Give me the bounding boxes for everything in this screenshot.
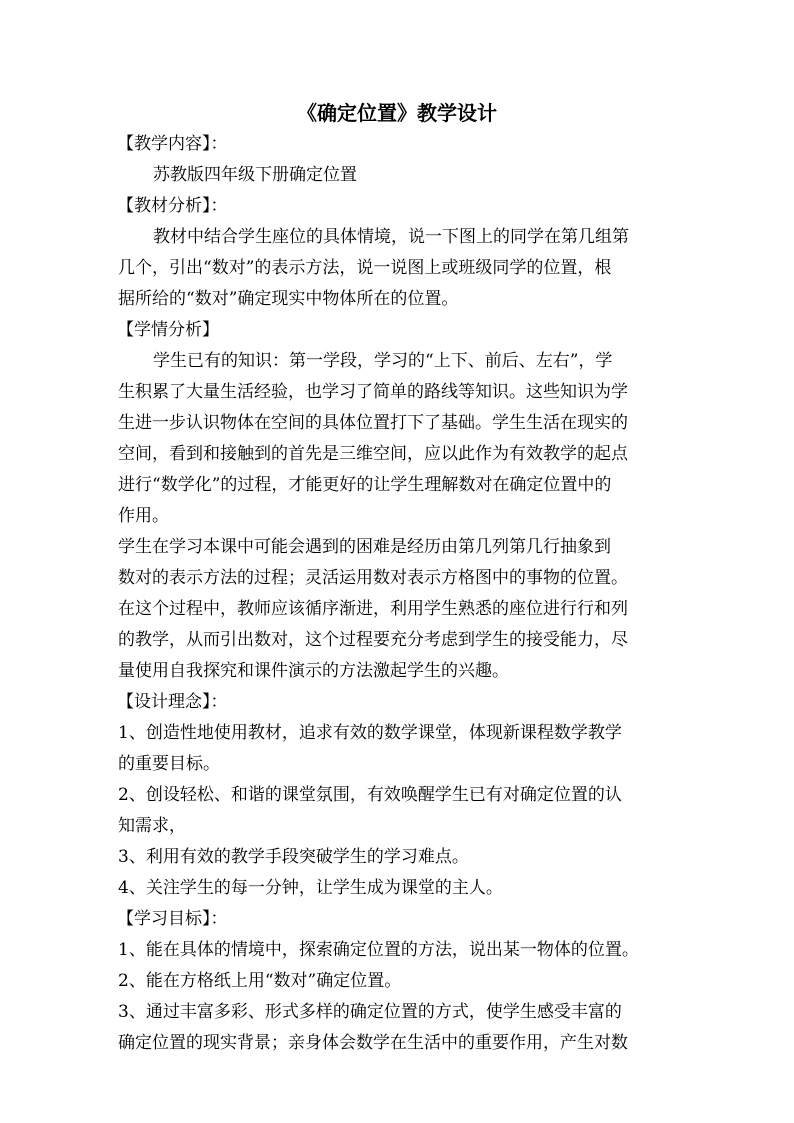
paragraph-line: 教材中结合学生座位的具体情境，说一下图上的同学在第几组第 [153,227,629,247]
section-heading-learner-analysis: 【学情分析】 [117,320,219,340]
document-title: 《确定位置》教学设计 [297,101,497,125]
paragraph-line: 苏教版四年级下册确定位置 [153,165,357,185]
paragraph-line: 生进一步认识物体在空间的具体位置打下了基础。学生生活在现实的 [118,413,628,433]
list-item-line: 2、创设轻松、和谐的课堂氛围，有效唤醒学生已有对确定位置的认 [118,785,622,805]
list-item-line: 确定位置的现实背景；亲身体会数学在生活中的重要作用，产生对数 [118,1033,628,1053]
paragraph-line: 生积累了大量生活经验，也学习了简单的路线等知识。这些知识为学 [118,382,628,402]
paragraph-line: 据所给的“数对”确定现实中物体所在的位置。 [118,289,459,309]
list-item-line: 1、能在具体的情境中，探索确定位置的方法，说出某一物体的位置。 [118,940,639,960]
paragraph-line: 进行“数学化”的过程，才能更好的让学生理解数对在确定位置中的 [118,475,612,495]
paragraph-line: 几个，引出“数对”的表示方法，说一说图上或班级同学的位置，根 [118,258,612,278]
paragraph-line: 在这个过程中，教师应该循序渐进，利用学生熟悉的座位进行行和列 [118,599,628,619]
paragraph-line: 空间，看到和接触到的首先是三维空间，应以此作为有效教学的起点 [118,444,628,464]
section-heading-material-analysis: 【教材分析】： [117,196,228,216]
paragraph-line: 数对的表示方法的过程；灵活运用数对表示方格图中的事物的位置。 [118,568,628,588]
paragraph-line: 量使用自我探究和课件演示的方法激起学生的兴趣。 [118,661,509,681]
list-item-line: 1、创造性地使用教材，追求有效的数学课堂，体现新课程数学教学 [118,723,622,743]
section-heading-teaching-content: 【教学内容】： [117,134,228,154]
section-heading-learning-objectives: 【学习目标】： [117,909,228,929]
paragraph-line: 学生在学习本课中可能会遇到的困难是经历由第几列第几行抽象到 [118,537,611,557]
list-item-line: 3、通过丰富多彩、形式多样的确定位置的方式，使学生感受丰富的 [118,1002,622,1022]
list-item-line: 2、能在方格纸上用“数对”确定位置。 [118,971,402,991]
list-item-line: 知需求， [118,816,186,836]
list-item-line: 4、关注学生的每一分钟，让学生成为课堂的主人。 [118,878,503,898]
list-item-line: 3、利用有效的教学手段突破学生的学习难点。 [118,847,469,867]
list-item-line: 的重要目标。 [118,754,220,774]
section-heading-design-concept: 【设计理念】： [117,692,228,712]
paragraph-line: 作用。 [118,506,169,526]
paragraph-line: 的教学，从而引出数对，这个过程要充分考虑到学生的接受能力，尽 [118,630,628,650]
paragraph-line: 学生已有的知识：第一学段，学习的“上下、前后、左右”，学 [153,351,613,371]
